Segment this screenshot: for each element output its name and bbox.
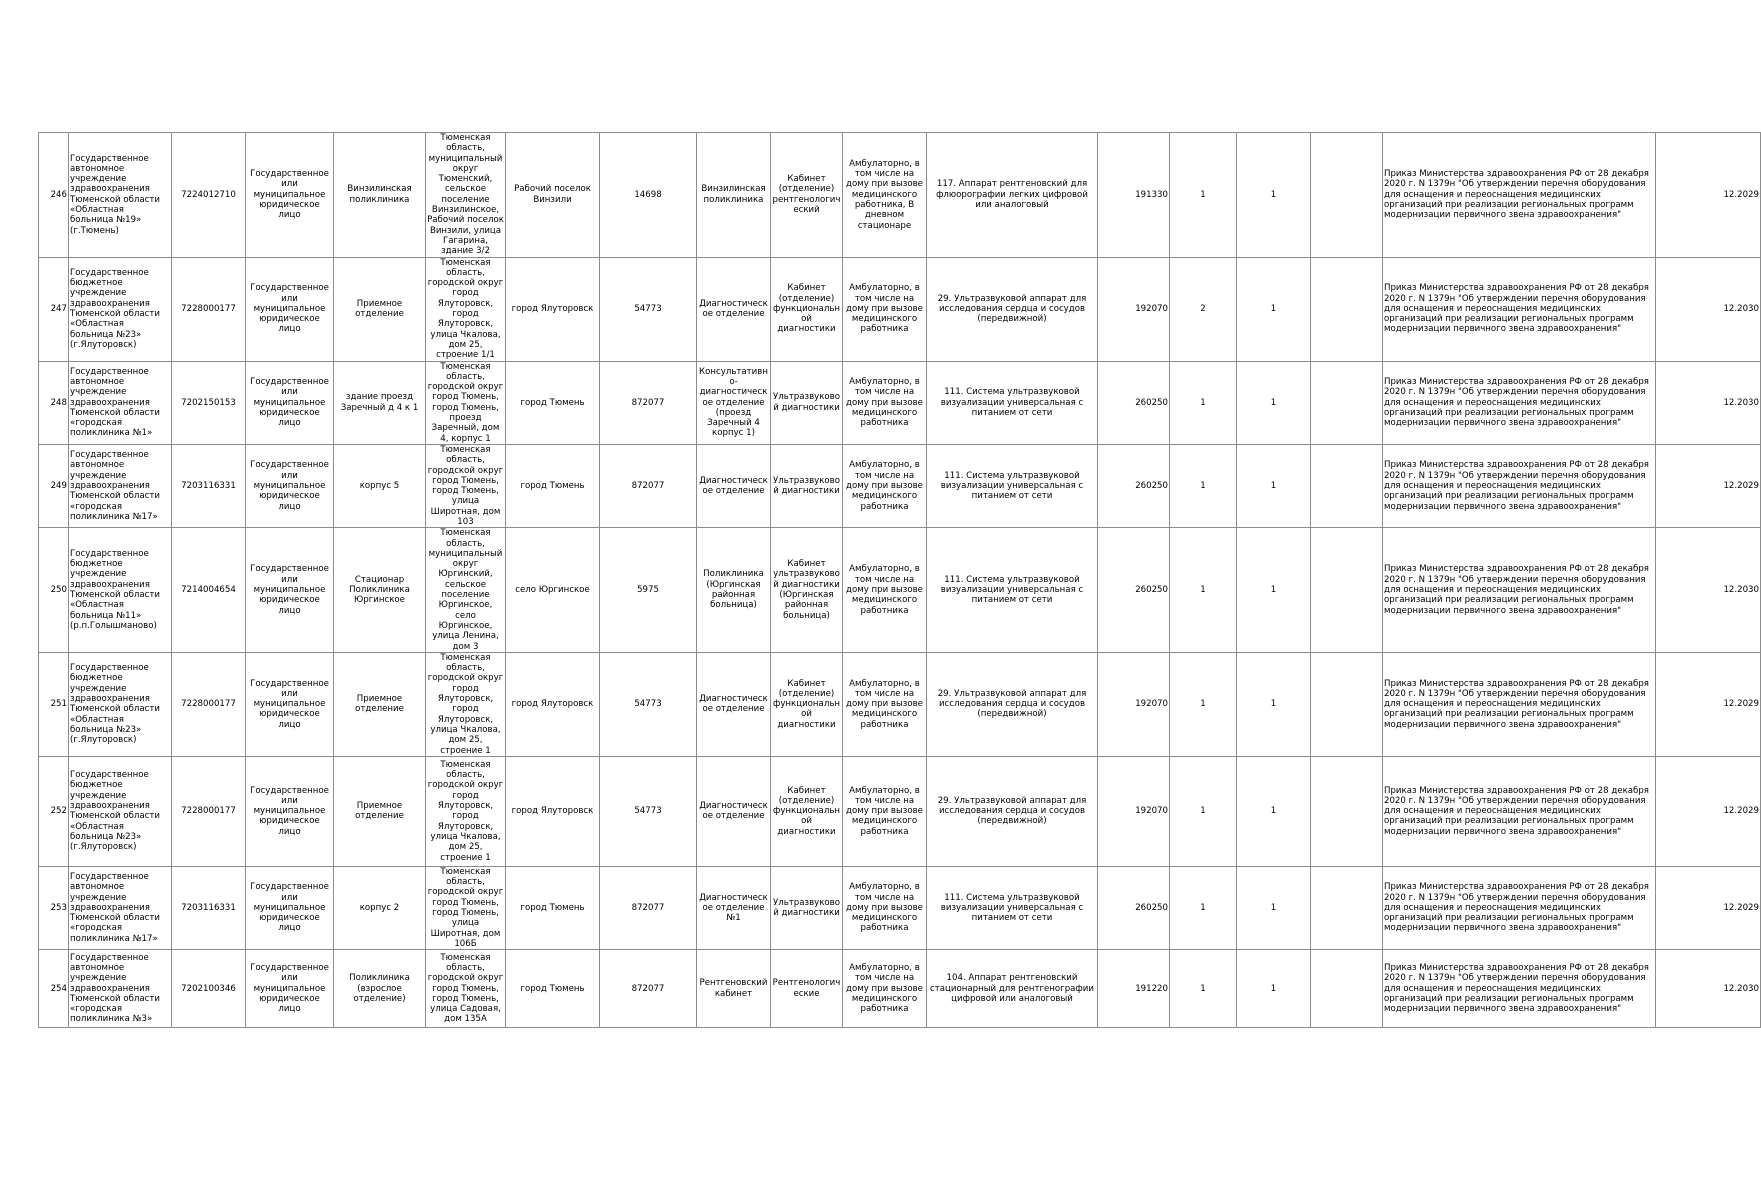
empty-cell	[1311, 257, 1383, 361]
legal-basis-cell: Приказ Министерства здравоохранения РФ от 28 декабря 2020 г. N 1379н "Об утверждении перечня оборудования для оснащения и переоснащения медицинских организаций при реализации региональных программ модернизации первичного звена здравоохранения"	[1383, 652, 1656, 756]
cabinet-cell: Кабинет (отделение) функциональн ой диагностики	[771, 652, 843, 756]
equipment-cell: 111. Система ультразвуковой визуализации универсальная с питанием от сети	[927, 866, 1098, 949]
care-mode-cell: Амбулаторно, в том числе на дому при вызове медицинского работника	[843, 950, 927, 1028]
inn-cell: 7214004654	[172, 528, 246, 653]
subdivision-cell: Винзилинская поликлиника	[334, 133, 426, 258]
quantity-planned-cell: 1	[1237, 652, 1311, 756]
empty-cell	[1311, 866, 1383, 949]
row-number-cell: 248	[39, 361, 69, 444]
cabinet-cell: Ультразвуково й диагностики	[771, 444, 843, 527]
quantity-cell: 1	[1170, 444, 1237, 527]
empty-cell	[1311, 133, 1383, 258]
quantity-planned-cell: 1	[1237, 444, 1311, 527]
cabinet-cell: Кабинет ультразвуково й диагностики (Юргинская районная больница)	[771, 528, 843, 653]
department-cell: Диагностическ ое отделение	[697, 257, 771, 361]
quantity-planned-cell: 1	[1237, 950, 1311, 1028]
date-cell: 12.2030	[1656, 950, 1761, 1028]
address-cell: Тюменская область, городской округ город Тюмень, город Тюмень, улица Садовая, дом 135А	[426, 950, 506, 1028]
locality-cell: город Ялуторовск	[506, 652, 600, 756]
equipment-code-cell: 191330	[1098, 133, 1170, 258]
population-cell: 14698	[600, 133, 697, 258]
legal-basis-cell: Приказ Министерства здравоохранения РФ от 28 декабря 2020 г. N 1379н "Об утверждении перечня оборудования для оснащения и переоснащения медицинских организаций при реализации региональных программ модернизации первичного звена здравоохранения"	[1383, 866, 1656, 949]
inn-cell: 7202150153	[172, 361, 246, 444]
locality-cell: город Ялуторовск	[506, 756, 600, 866]
table-row	[39, 528, 1761, 653]
population-cell: 54773	[600, 756, 697, 866]
quantity-cell: 1	[1170, 361, 1237, 444]
equipment-cell: 29. Ультразвуковой аппарат для исследования сердца и сосудов (передвижной)	[927, 652, 1098, 756]
department-cell: Поликлиника (Юргинская районная больница)	[697, 528, 771, 653]
inn-cell: 7202100346	[172, 950, 246, 1028]
population-cell: 872077	[600, 866, 697, 949]
cabinet-cell: Ультразвуково й диагностики	[771, 866, 843, 949]
locality-cell: город Тюмень	[506, 361, 600, 444]
quantity-cell: 1	[1170, 950, 1237, 1028]
department-cell: Диагностическ ое отделение	[697, 444, 771, 527]
equipment-code-cell: 260250	[1098, 361, 1170, 444]
quantity-planned-cell: 1	[1237, 756, 1311, 866]
table-row	[39, 756, 1761, 866]
empty-cell	[1311, 652, 1383, 756]
equipment-cell: 111. Система ультразвуковой визуализации универсальная с питанием от сети	[927, 361, 1098, 444]
organization-cell: Государственное автономное учреждение здравоохранения Тюменской области «городская поликлиника №17»	[69, 444, 172, 527]
inn-cell: 7228000177	[172, 652, 246, 756]
equipment-code-cell: 260250	[1098, 866, 1170, 949]
legal-form-cell: Государственное или муниципальное юридическое лицо	[246, 652, 334, 756]
quantity-cell: 1	[1170, 528, 1237, 653]
cabinet-cell: Кабинет (отделение) функциональн ой диагностики	[771, 257, 843, 361]
legal-basis-cell: Приказ Министерства здравоохранения РФ от 28 декабря 2020 г. N 1379н "Об утверждении перечня оборудования для оснащения и переоснащения медицинских организаций при реализации региональных программ модернизации первичного звена здравоохранения"	[1383, 257, 1656, 361]
row-number-cell: 250	[39, 528, 69, 653]
care-mode-cell: Амбулаторно, в том числе на дому при вызове медицинского работника	[843, 866, 927, 949]
department-cell: Диагностическ ое отделение	[697, 652, 771, 756]
locality-cell: город Тюмень	[506, 950, 600, 1028]
date-cell: 12.2030	[1656, 257, 1761, 361]
locality-cell: Рабочий поселок Винзили	[506, 133, 600, 258]
table-row	[39, 652, 1761, 756]
equipment-code-cell: 260250	[1098, 528, 1170, 653]
legal-form-cell: Государственное или муниципальное юридическое лицо	[246, 444, 334, 527]
row-number-cell: 246	[39, 133, 69, 258]
row-number-cell: 254	[39, 950, 69, 1028]
address-cell: Тюменская область, муниципальный округ Юргинский, сельское поселение Юргинское, село Юргинское, улица Ленина, дом 3	[426, 528, 506, 653]
legal-form-cell: Государственное или муниципальное юридическое лицо	[246, 866, 334, 949]
table-row	[39, 444, 1761, 527]
department-cell: Диагностическ ое отделение №1	[697, 866, 771, 949]
address-cell: Тюменская область, городской округ город Ялуторовск, город Ялуторовск, улица Чкалова, дом 25, строение 1	[426, 756, 506, 866]
legal-basis-cell: Приказ Министерства здравоохранения РФ от 28 декабря 2020 г. N 1379н "Об утверждении перечня оборудования для оснащения и переоснащения медицинских организаций при реализации региональных программ модернизации первичного звена здравоохранения"	[1383, 361, 1656, 444]
legal-form-cell: Государственное или муниципальное юридическое лицо	[246, 756, 334, 866]
equipment-cell: 111. Система ультразвуковой визуализации универсальная с питанием от сети	[927, 528, 1098, 653]
row-number-cell: 253	[39, 866, 69, 949]
quantity-planned-cell: 1	[1237, 257, 1311, 361]
quantity-planned-cell: 1	[1237, 361, 1311, 444]
care-mode-cell: Амбулаторно, в том числе на дому при вызове медицинского работника	[843, 361, 927, 444]
care-mode-cell: Амбулаторно, в том числе на дому при вызове медицинского работника	[843, 652, 927, 756]
population-cell: 5975	[600, 528, 697, 653]
locality-cell: город Тюмень	[506, 444, 600, 527]
legal-form-cell: Государственное или муниципальное юридическое лицо	[246, 950, 334, 1028]
equipment-cell: 29. Ультразвуковой аппарат для исследования сердца и сосудов (передвижной)	[927, 257, 1098, 361]
legal-basis-cell: Приказ Министерства здравоохранения РФ от 28 декабря 2020 г. N 1379н "Об утверждении перечня оборудования для оснащения и переоснащения медицинских организаций при реализации региональных программ модернизации первичного звена здравоохранения"	[1383, 756, 1656, 866]
organization-cell: Государственное автономное учреждение здравоохранения Тюменской области «Областная больница №19» (г.Тюмень)	[69, 133, 172, 258]
empty-cell	[1311, 950, 1383, 1028]
organization-cell: Государственное бюджетное учреждение здравоохранения Тюменской области «Областная больница №23» (г.Ялуторовск)	[69, 652, 172, 756]
legal-basis-cell: Приказ Министерства здравоохранения РФ от 28 декабря 2020 г. N 1379н "Об утверждении перечня оборудования для оснащения и переоснащения медицинских организаций при реализации региональных программ модернизации первичного звена здравоохранения"	[1383, 528, 1656, 653]
row-number-cell: 249	[39, 444, 69, 527]
inn-cell: 7228000177	[172, 257, 246, 361]
cabinet-cell: Кабинет (отделение) функциональн ой диагностики	[771, 756, 843, 866]
inn-cell: 7228000177	[172, 756, 246, 866]
organization-cell: Государственное бюджетное учреждение здравоохранения Тюменской области «Областная больница №23» (г.Ялуторовск)	[69, 257, 172, 361]
organization-cell: Государственное автономное учреждение здравоохранения Тюменской области «городская поликлиника №17»	[69, 866, 172, 949]
quantity-planned-cell: 1	[1237, 133, 1311, 258]
quantity-cell: 1	[1170, 756, 1237, 866]
inn-cell: 7224012710	[172, 133, 246, 258]
equipment-cell: 29. Ультразвуковой аппарат для исследования сердца и сосудов (передвижной)	[927, 756, 1098, 866]
subdivision-cell: Приемное отделение	[334, 652, 426, 756]
date-cell: 12.2029	[1656, 444, 1761, 527]
organization-cell: Государственное бюджетное учреждение здравоохранения Тюменской области «Областная больница №23» (г.Ялуторовск)	[69, 756, 172, 866]
population-cell: 54773	[600, 257, 697, 361]
legal-basis-cell: Приказ Министерства здравоохранения РФ от 28 декабря 2020 г. N 1379н "Об утверждении перечня оборудования для оснащения и переоснащения медицинских организаций при реализации региональных программ модернизации первичного звена здравоохранения"	[1383, 444, 1656, 527]
equipment-code-cell: 192070	[1098, 652, 1170, 756]
quantity-planned-cell: 1	[1237, 528, 1311, 653]
empty-cell	[1311, 361, 1383, 444]
row-number-cell: 252	[39, 756, 69, 866]
quantity-cell: 2	[1170, 257, 1237, 361]
inn-cell: 7203116331	[172, 444, 246, 527]
date-cell: 12.2030	[1656, 361, 1761, 444]
equipment-code-cell: 191220	[1098, 950, 1170, 1028]
table-row	[39, 950, 1761, 1028]
subdivision-cell: Приемное отделение	[334, 756, 426, 866]
row-number-cell: 247	[39, 257, 69, 361]
population-cell: 54773	[600, 652, 697, 756]
legal-form-cell: Государственное или муниципальное юридическое лицо	[246, 361, 334, 444]
equipment-code-cell: 192070	[1098, 257, 1170, 361]
care-mode-cell: Амбулаторно, в том числе на дому при вызове медицинского работника	[843, 257, 927, 361]
quantity-planned-cell: 1	[1237, 866, 1311, 949]
equipment-cell: 117. Аппарат рентгеновский для флюорографии легких цифровой или аналоговый	[927, 133, 1098, 258]
organization-cell: Государственное бюджетное учреждение здравоохранения Тюменской области «Областная больница №11» (р.п.Голышманово)	[69, 528, 172, 653]
date-cell: 12.2030	[1656, 528, 1761, 653]
subdivision-cell: Приемное отделение	[334, 257, 426, 361]
empty-cell	[1311, 756, 1383, 866]
address-cell: Тюменская область, городской округ город Ялуторовск, город Ялуторовск, улица Чкалова, дом 25, строение 1/1	[426, 257, 506, 361]
quantity-cell: 1	[1170, 866, 1237, 949]
equipment-table	[38, 132, 1761, 1028]
locality-cell: город Тюмень	[506, 866, 600, 949]
legal-basis-cell: Приказ Министерства здравоохранения РФ от 28 декабря 2020 г. N 1379н "Об утверждении перечня оборудования для оснащения и переоснащения медицинских организаций при реализации региональных программ модернизации первичного звена здравоохранения"	[1383, 950, 1656, 1028]
care-mode-cell: Амбулаторно, в том числе на дому при вызове медицинского работника	[843, 756, 927, 866]
subdivision-cell: здание проезд Заречный д 4 к 1	[334, 361, 426, 444]
table-row	[39, 133, 1761, 258]
legal-form-cell: Государственное или муниципальное юридическое лицо	[246, 257, 334, 361]
department-cell: Винзилинская поликлиника	[697, 133, 771, 258]
date-cell: 12.2029	[1656, 866, 1761, 949]
subdivision-cell: Поликлиника (взрослое отделение)	[334, 950, 426, 1028]
legal-form-cell: Государственное или муниципальное юридическое лицо	[246, 133, 334, 258]
department-cell: Консультативн о-диагностическ ое отделение (проезд Заречный 4 корпус 1)	[697, 361, 771, 444]
cabinet-cell: Ультразвуково й диагностики	[771, 361, 843, 444]
subdivision-cell: Стационар Поликлиника Юргинское	[334, 528, 426, 653]
inn-cell: 7203116331	[172, 866, 246, 949]
subdivision-cell: корпус 2	[334, 866, 426, 949]
cabinet-cell: Кабинет (отделение) рентгенологич еский	[771, 133, 843, 258]
table-row	[39, 257, 1761, 361]
equipment-code-cell: 260250	[1098, 444, 1170, 527]
department-cell: Рентгеновский кабинет	[697, 950, 771, 1028]
empty-cell	[1311, 444, 1383, 527]
population-cell: 872077	[600, 444, 697, 527]
care-mode-cell: Амбулаторно, в том числе на дому при вызове медицинского работника	[843, 444, 927, 527]
address-cell: Тюменская область, городской округ город Тюмень, город Тюмень, проезд Заречный, дом 4, корпус 1	[426, 361, 506, 444]
empty-cell	[1311, 528, 1383, 653]
legal-basis-cell: Приказ Министерства здравоохранения РФ от 28 декабря 2020 г. N 1379н "Об утверждении перечня оборудования для оснащения и переоснащения медицинских организаций при реализации региональных программ модернизации первичного звена здравоохранения"	[1383, 133, 1656, 258]
address-cell: Тюменская область, городской округ город Тюмень, город Тюмень, улица Широтная, дом 103	[426, 444, 506, 527]
equipment-cell: 104. Аппарат рентгеновский стационарный для рентгенографии цифровой или аналоговый	[927, 950, 1098, 1028]
quantity-cell: 1	[1170, 133, 1237, 258]
table-row	[39, 866, 1761, 949]
table-row	[39, 361, 1761, 444]
department-cell: Диагностическ ое отделение	[697, 756, 771, 866]
care-mode-cell: Амбулаторно, в том числе на дому при вызове медицинского работника	[843, 528, 927, 653]
locality-cell: город Ялуторовск	[506, 257, 600, 361]
date-cell: 12.2029	[1656, 756, 1761, 866]
cabinet-cell: Рентгенологич еские	[771, 950, 843, 1028]
row-number-cell: 251	[39, 652, 69, 756]
quantity-cell: 1	[1170, 652, 1237, 756]
address-cell: Тюменская область, городской округ город Ялуторовск, город Ялуторовск, улица Чкалова, дом 25, строение 1	[426, 652, 506, 756]
equipment-cell: 111. Система ультразвуковой визуализации универсальная с питанием от сети	[927, 444, 1098, 527]
date-cell: 12.2029	[1656, 133, 1761, 258]
locality-cell: село Юргинское	[506, 528, 600, 653]
date-cell: 12.2029	[1656, 652, 1761, 756]
organization-cell: Государственное автономное учреждение здравоохранения Тюменской области «городская поликлиника №3»	[69, 950, 172, 1028]
legal-form-cell: Государственное или муниципальное юридическое лицо	[246, 528, 334, 653]
population-cell: 872077	[600, 950, 697, 1028]
subdivision-cell: корпус 5	[334, 444, 426, 527]
care-mode-cell: Амбулаторно, в том числе на дому при вызове медицинского работника, В дневном стационаре	[843, 133, 927, 258]
address-cell: Тюменская область, муниципальный округ Тюменский, сельское поселение Винзилинское, Рабочий поселок Винзили, улица Гагарина, здание 3/2	[427, 133, 504, 257]
population-cell: 872077	[600, 361, 697, 444]
address-cell: Тюменская область, городской округ город Тюмень, город Тюмень, улица Широтная, дом 106Б	[426, 866, 506, 949]
organization-cell: Государственное автономное учреждение здравоохранения Тюменской области «городская поликлиника №1»	[69, 361, 172, 444]
equipment-code-cell: 192070	[1098, 756, 1170, 866]
